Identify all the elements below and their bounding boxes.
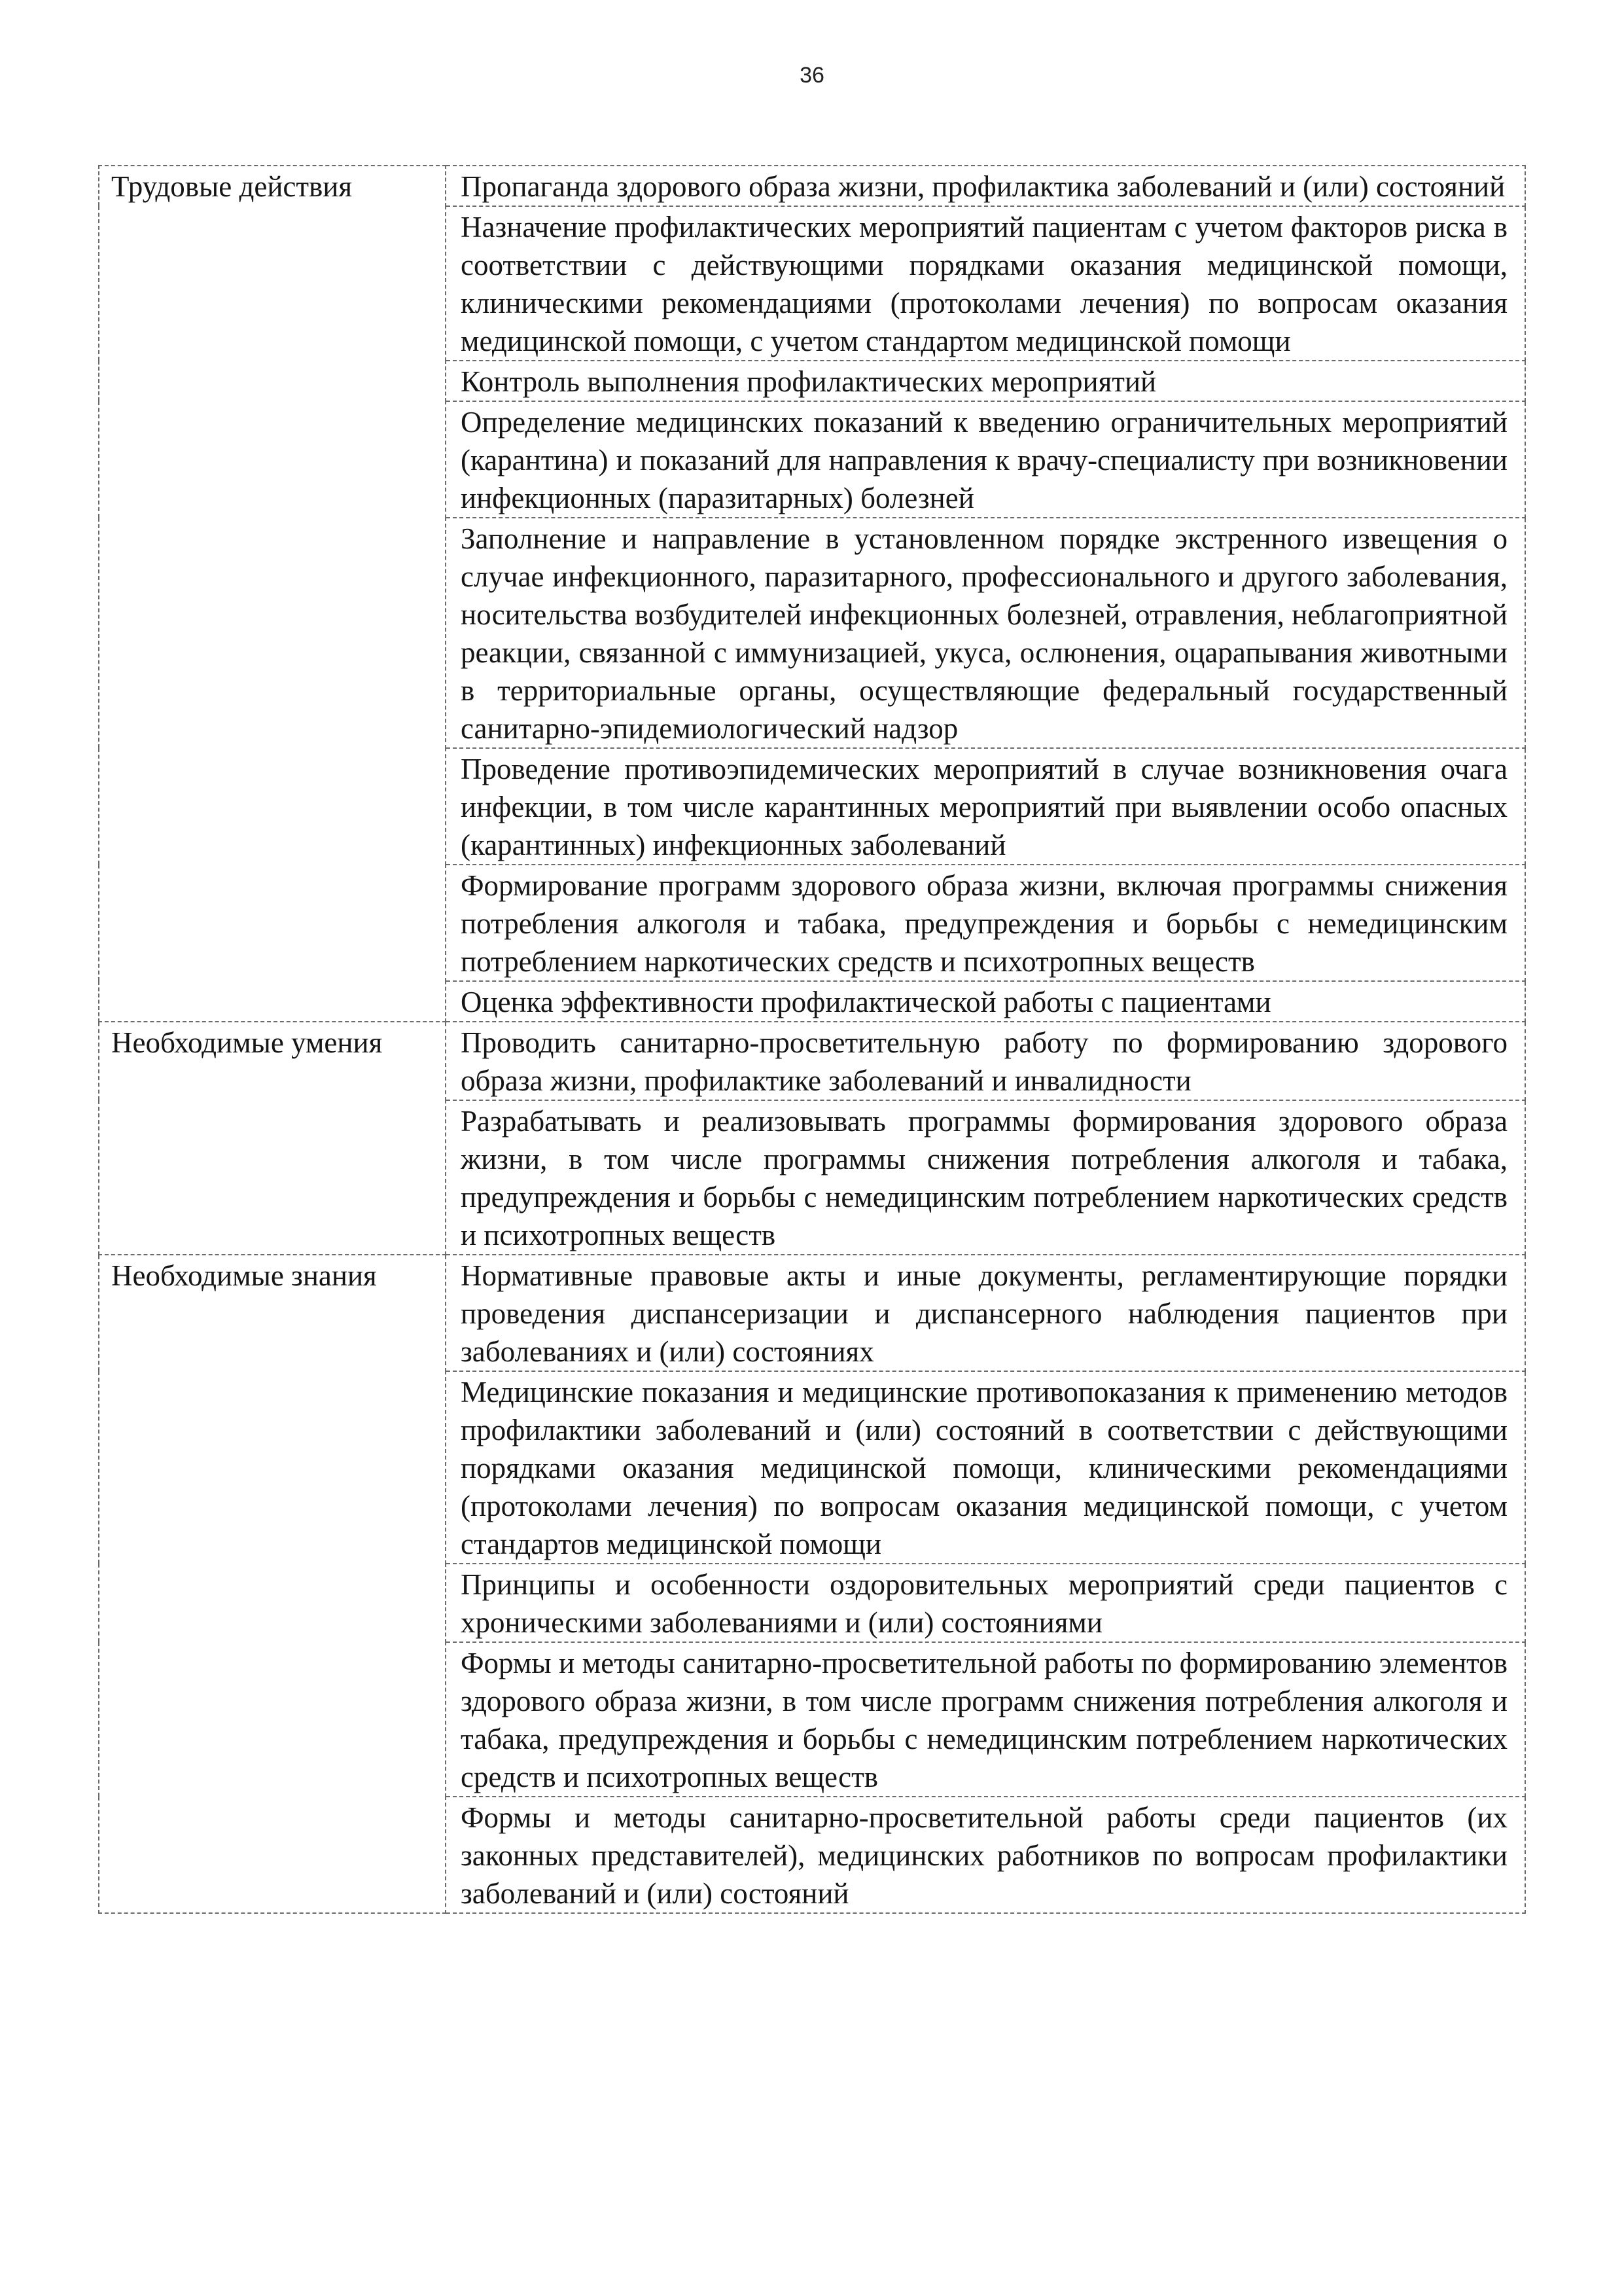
list-item: Назначение профилактических мероприятий пациентам с учетом факторов риска в соответствии с действующими порядками оказания медицинской помощи, клиническими рекомендациями (протоколами лечения) по вопросам оказания медицинской помощи, с учетом стандартом медицинской помощи bbox=[461, 211, 1508, 357]
item-cell bbox=[446, 1797, 1525, 1913]
item-cell bbox=[446, 1255, 1525, 1371]
list-item: Пропаганда здорового образа жизни, профилактика заболеваний и (или) состояний bbox=[461, 170, 1506, 203]
section-label-cell bbox=[99, 1022, 446, 1255]
section-label-cell bbox=[99, 1255, 446, 1913]
table-row bbox=[99, 1022, 1525, 1100]
section-label-required-knowledge: Необходимые знания bbox=[111, 1259, 377, 1292]
list-item: Проводить санитарно-просветительную работу по формированию здорового образа жизни, профилактике заболеваний и инвалидности bbox=[461, 1026, 1508, 1097]
list-item: Медицинские показания и медицинские противопоказания к применению методов профилактики заболеваний и (или) состояний в соответствии с действующими порядками оказания медицинской помощи, клиническими рекомендациями (протоколами лечения) по вопросам оказания медицинской помощи, с учетом стандартов медицинской помощи bbox=[461, 1376, 1508, 1560]
item-cell bbox=[446, 361, 1525, 401]
list-item: Разрабатывать и реализовывать программы формирования здорового образа жизни, в том числе программы снижения потребления алкоголя и табака, предупреждения и борьбы с немедицинским потреблением наркотических средств и психотропных веществ bbox=[461, 1105, 1508, 1251]
list-item: Проведение противоэпидемических мероприятий в случае возникновения очага инфекции, в том числе карантинных мероприятий при выявлении особо опасных (карантинных) инфекционных заболеваний bbox=[461, 753, 1508, 861]
list-item: Определение медицинских показаний к введению ограничительных мероприятий (карантина) и показаний для направления к врачу-специалисту при возникновении инфекционных (паразитарных) болезней bbox=[461, 406, 1508, 514]
item-cell bbox=[446, 166, 1525, 206]
list-item: Формы и методы санитарно-просветительной работы по формированию элементов здорового образа жизни, в том числе программ снижения потребления алкоголя и табака, предупреждения и борьбы с немедицинским потреблением наркотических средств и психотропных веществ bbox=[461, 1647, 1508, 1793]
item-cell bbox=[446, 1371, 1525, 1564]
section-label-labor-actions: Трудовые действия bbox=[111, 170, 353, 203]
item-cell bbox=[446, 206, 1525, 361]
section-label-required-skills: Необходимые умения bbox=[111, 1026, 383, 1059]
item-cell bbox=[446, 981, 1525, 1022]
section-label-cell bbox=[99, 166, 446, 1022]
list-item: Оценка эффективности профилактической работы с пациентами bbox=[461, 986, 1271, 1018]
list-item: Принципы и особенности оздоровительных мероприятий среди пациентов с хроническими заболеваниями и (или) состояниями bbox=[461, 1568, 1508, 1639]
item-cell bbox=[446, 401, 1525, 518]
table-row bbox=[99, 1255, 1525, 1371]
item-cell bbox=[446, 1022, 1525, 1100]
labor-functions-table bbox=[98, 165, 1526, 1914]
item-cell bbox=[446, 518, 1525, 748]
item-cell bbox=[446, 865, 1525, 981]
page-number: 36 bbox=[800, 63, 824, 88]
list-item: Нормативные правовые акты и иные документы, регламентирующие порядки проведения диспансеризации и диспансерного наблюдения пациентов при заболеваниях и (или) состояниях bbox=[461, 1259, 1508, 1368]
list-item: Заполнение и направление в установленном порядке экстренного извещения о случае инфекционного, паразитарного, профессионального и другого заболевания, носительства возбудителей инфекционных болезней, отравления, неблагоприятной реакции, связанной с иммунизацией, укуса, ослюнения, оцарапывания животными в территориальные органы, осуществляющие федеральный государственный санитарно-эпидемиологический надзор bbox=[461, 522, 1508, 745]
list-item: Контроль выполнения профилактических мероприятий bbox=[461, 365, 1157, 398]
item-cell bbox=[446, 1100, 1525, 1255]
table-row bbox=[99, 166, 1525, 206]
list-item: Формы и методы санитарно-просветительной работы среди пациентов (их законных представителей), медицинских работников по вопросам профилактики заболеваний и (или) состояний bbox=[461, 1801, 1508, 1910]
list-item: Формирование программ здорового образа жизни, включая программы снижения потребления алкоголя и табака, предупреждения и борьбы с немедицинским потреблением наркотических средств и психотропных веществ bbox=[461, 869, 1508, 978]
item-cell bbox=[446, 1564, 1525, 1642]
item-cell bbox=[446, 748, 1525, 865]
item-cell bbox=[446, 1642, 1525, 1797]
